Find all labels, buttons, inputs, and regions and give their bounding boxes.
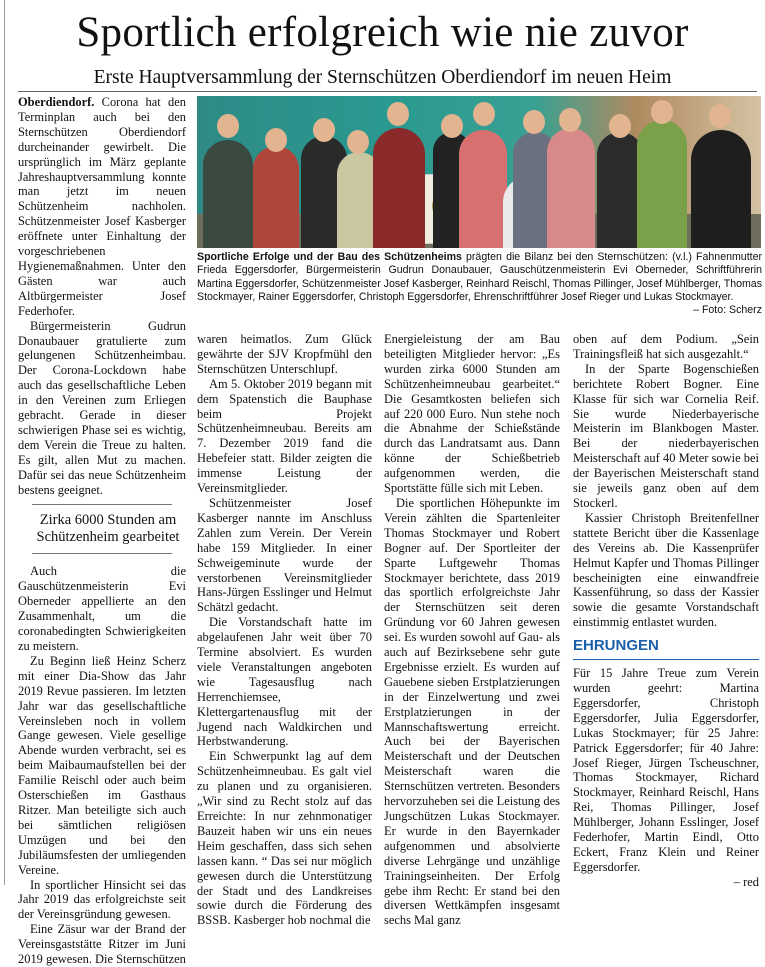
person-head xyxy=(609,114,631,138)
paragraph: Bürgermeisterin Gudrun Donaubauer gratulierte zum gelungenen Schützenheimbau. Der Corona-Lockdown habe auch das gesellschaftliche Leben in den Vereinen zum Erliegen gebracht. Gerade in dieser schwierigen Phase sei es wichtig, dem Verein die Treue zu halten. Es gilt, allen Mut zu machen. Dafür sei das neue Schützenheim bestens geeignet. xyxy=(18,318,186,497)
person-head xyxy=(265,128,287,152)
paragraph: Schützenmeister Josef Kasberger nannte im Anschluss Zahlen zum Verein. Der Verein habe 159 Mitglieder. In einer Schweigeminute wurde der verstorbenen Vereinsmitglieder Hans-Jürgen Esslinger und Helmut Schätzl gedacht. xyxy=(197,495,372,615)
person-figure xyxy=(547,128,595,248)
author-signature: – red xyxy=(733,874,759,889)
paragraph: oben auf dem Podium. „Sein Trainingsfleiß hat sich ausgezahlt.“ xyxy=(573,332,759,361)
person-figure xyxy=(459,130,507,248)
subhead-line-1: Zirka 6000 Stunden am xyxy=(39,512,177,529)
paragraph: Ein Schwerpunkt lag auf dem Schützenheimneubau. Es galt viel zu planen und zu organisieren. „Wir sind zu Recht stolz auf das Erreichte: In nur zehnmonatiger Bauzeit haben wir uns ein neues Heim geschaffen, dass sich sehen lassen kann. “ Das sei nur möglich gewesen durch die Unterstützung der Stadt und des Landkreises sowie durch die Förderung des BSSB. Kasberger hob nochmal die xyxy=(197,749,372,928)
subhead-rule-top xyxy=(32,504,172,505)
paragraph: Die sportlichen Höhepunkte im Verein zählten die Spartenleiter Thomas Stockmayer und Robert Bogner auf. Der Sportleiter der Sparte Luftgewehr Thomas Stockmayer berichtete, dass 2019 das sportlich erfolgreichste Jahr der Sternschützen seit deren Gründung vor 60 Jahren gewesen sei. Es wurden sowohl auf Gau- als auch auf Bezirksebene sehr gute Ergebnisse erzielt. Es wurden auf Gauebene sieben Erstplatzierungen in der Einzelwertung und zwei Erstplatzierungen in der Mannschaftswertung erreicht. Auch bei der Bayerischen Meisterschaft und der Deutschen Meisterschaft waren die Sternschützen vertreten. Besonders hervorzuheben sei die Leistung des Jungschützen Lukas Stockmayer. Er wurde in den Bayernkader aufgenommen und absolvierte diverse Lehrgänge und unzählige Trainingseinheiten. Der Erfolg gebe ihm Recht: Er stand bei den diversen Wettkämpfen insgesamt sechs Mal ganz xyxy=(384,495,560,928)
person-head xyxy=(313,118,335,142)
column-1 xyxy=(18,95,186,967)
person-head xyxy=(523,110,545,134)
section-rule xyxy=(573,659,759,660)
paragraph-text: Corona hat den Terminplan auch bei den Sternschützen Oberdiendorf durcheinander gewirbelt. Die ursprünglich im März geplante Jahreshauptversammlung konnte man jetzt im neuen Schützenheim nachholen. Schützenmeister Josef Kasberger eröffnete unter Einhaltung der vorgeschriebenen Hygienemaßnahmen. Unter den Gästen war auch Altbürgermeister Josef Federhofer. xyxy=(18,95,186,318)
photo-credit: – Foto: Scherz xyxy=(693,304,762,317)
column-2 xyxy=(197,332,372,928)
column-3 xyxy=(384,332,560,928)
paragraph xyxy=(18,95,186,319)
group-photo xyxy=(197,96,761,248)
paragraph: Eine Zäsur war der Brand der Vereinsgaststätte Ritzer im Juni 2019 gewesen. Die Sternschützen xyxy=(18,922,186,967)
person-head xyxy=(387,102,409,126)
paragraph: Für 15 Jahre Treue zum Verein wurden geehrt: Martina Eggersdorfer, Christoph Eggersdorfer, Julia Eggersdorfer, Lukas Stockmayer; für 25 Jahre: Patrick Eggersdorfer; für 40 Jahre: Josef Rieger, Jürgen Tscheuschner, Thomas Stockmayer, Richard Stockmayer, Reinhard Reischl, Hans Rei, Thomas Pillinger, Josef Mühlberger, Johann Esslinger, Josef Federhofer, Martin Eindl, Otto Eckert, Franz Klein und Reiner Eggersdorfer. xyxy=(573,666,759,874)
subhead-line-2: Schützenheim gearbeitet xyxy=(36,529,180,546)
person-figure xyxy=(203,140,253,248)
header-rule xyxy=(18,91,757,92)
person-head xyxy=(709,104,731,128)
paragraph: In der Sparte Bogenschießen berichtete Robert Bogner. Eine Klasse für sich war Cornelia Reif. Sie wurde Niederbayerische Meisterin im Blankbogen Master. Bei der niederbayerischen Meisterschaft auf 40 Meter sowie bei der Bayerischen Meisterschaft stand sie jeweils ganz oben auf dem Stockerl. xyxy=(573,361,759,510)
person-head xyxy=(347,130,369,154)
paragraph: Auch die Gauschützenmeisterin Evi Oberneder appellierte an den Zusammenhalt, um die coronabedingten Schwierigkeiten zu meistern. xyxy=(18,564,186,653)
paragraph: Die Vorstandschaft hatte im abgelaufenen Jahr weit über 70 Termine absolviert. Es wurden viele Veranstaltungen angeboten wie Tagesausflug nach Herrenchiemsee, Klettergartenausflug mit der Jugend nach Waldkirchen und Herbstwanderung. xyxy=(197,615,372,749)
paragraph: Am 5. Oktober 2019 begann mit dem Spatenstich die Bauphase beim Projekt Schützenheimneubau. Bereits am 7. Dezember 2019 fand die Hebefeier statt. Bilder zeigten die immense Leistung der Vereinsmitglieder. xyxy=(197,376,372,496)
photo-caption xyxy=(197,251,762,317)
article-subheadline: Erste Hauptversammlung der Sternschützen Oberdiendorf im neuen Heim xyxy=(93,67,672,88)
person-head xyxy=(441,114,463,138)
paragraph: waren heimatlos. Zum Glück gewährte der SJV Kropfmühl den Sternschützen Unterschlupf. xyxy=(197,332,372,376)
page-edge-line xyxy=(4,0,5,885)
paragraph: In sportlicher Hinsicht sei das Jahr 2019 das erfolgreichste seit der Vereinsgründung gewesen. xyxy=(18,877,186,922)
column-4 xyxy=(573,332,759,890)
paragraph: Kassier Christoph Breitenfellner stattete Bericht über die Kassenlage des Vereins ab. Die Kassenprüfer Helmut Kapfer und Thomas Pillinger bescheinigten eine einwandfreie Kassenführung, so dass der Kassier sowie die gesamte Vorstandschaft einstimmig entlastet wurden. xyxy=(573,510,759,630)
person-figure xyxy=(691,130,751,248)
caption-text: prägten die Bilanz bei den Sternschützen: (v.l.) Fahnenmutter Frieda Eggersdorfer, Bürgermeisterin Gudrun Donaubauer, Gauschützenmeisterin Evi Oberneder, Schriftführerin Martina Eggersdorfer, Schützenmeister Josef Kasberger, Reinhard Reischl, Thomas Pillinger, Josef Mühlberger, Thomas Stockmayer, Rainer Eggersdorfer, Christoph Eggersdorfer, Ehrenschriftführer Josef Rieger und Lukas Stockmayer. xyxy=(197,251,763,303)
caption-lead: Sportliche Erfolge und der Bau des Schützenheims xyxy=(197,251,462,263)
person-head xyxy=(559,108,581,132)
paragraph: Zu Beginn ließ Heinz Scherz mit einer Dia-Show das Jahr 2019 Revue passieren. Im letzten Jahr war das gesellschaftliche Vereinsleben noch in vollem Gange gewesen. Viele gesellige Abende wurden verbracht, sei es beim Maibaumaufstellen bei der Familie Reischl oder auch beim Osterschießen im Gasthaus Ritzer. Man beteiligte sich auch bei sämtlichen religiösen Umzügen und bei den Jubiläumsfesten der umliegenden Vereine. xyxy=(18,653,186,877)
person-head xyxy=(651,100,673,124)
subhead-rule-bottom xyxy=(32,553,172,554)
article-headline: Sportlich erfolgreich wie nie zuvor xyxy=(76,9,689,56)
section-heading-ehrungen: EHRUNGEN xyxy=(573,637,659,655)
person-head xyxy=(217,114,239,138)
person-figure xyxy=(373,128,425,248)
dateline: Oberdiendorf. xyxy=(18,95,95,109)
person-figure xyxy=(253,146,299,248)
person-head xyxy=(473,102,495,126)
person-figure xyxy=(637,120,687,248)
paragraph: Energieleistung der am Bau beteiligten Mitglieder hervor: „Es wurden zirka 6000 Stunden am Schützenheimneubau gearbeitet.“ Die Gesamtkosten beliefen sich auf 220 000 Euro. Nun stehe noch die Abnahme der Schießstände durch das Landratsamt aus. Dann könne der Schießbetrieb aufgenommen werden, die Sportstätte fülle sich mit Leben. xyxy=(384,332,560,496)
